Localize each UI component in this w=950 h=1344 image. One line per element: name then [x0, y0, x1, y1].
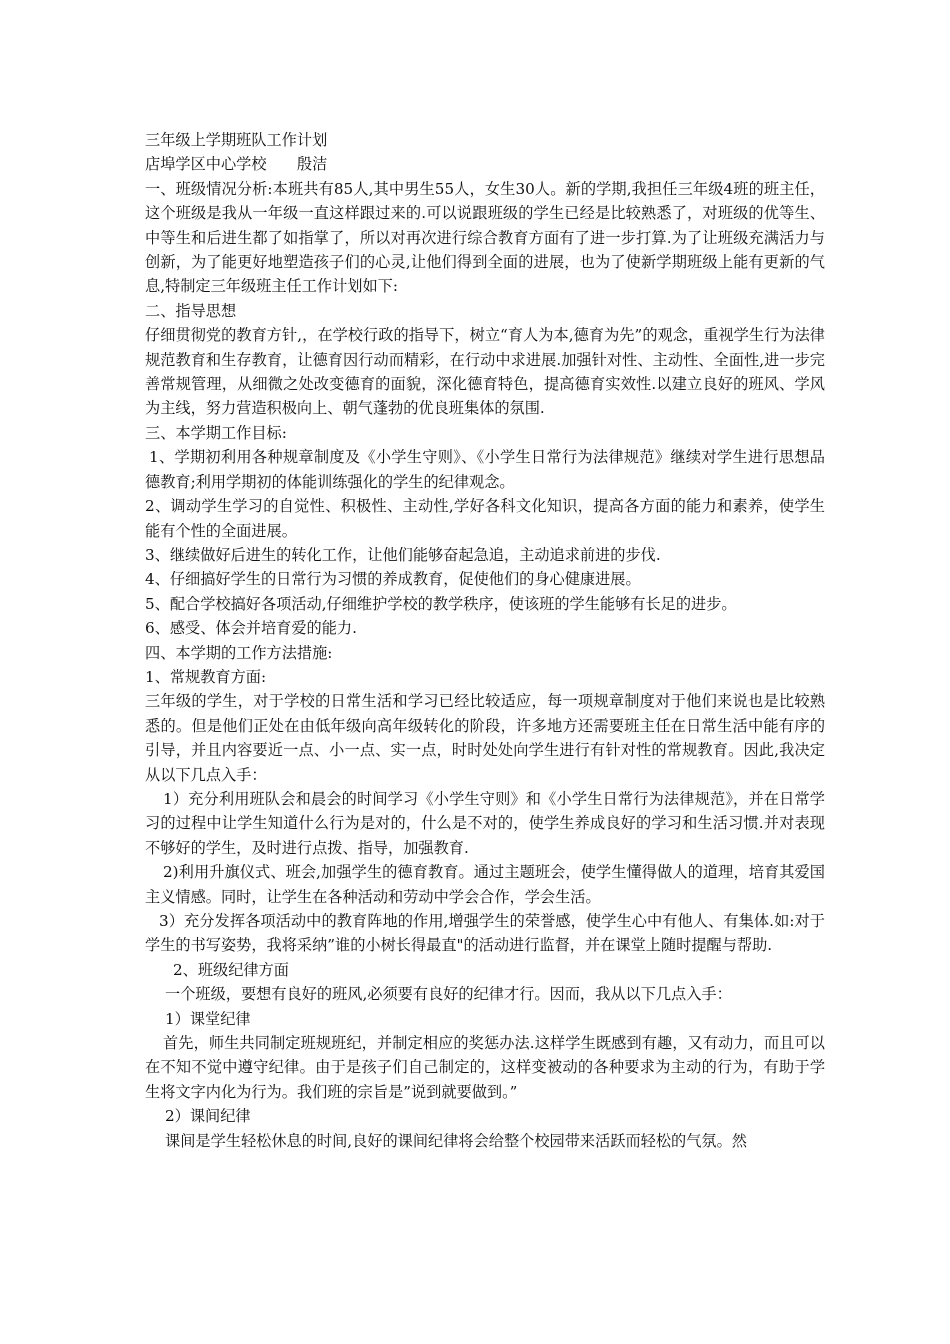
- routine-point-1: 1）充分利用班队会和晨会的时间学习《小学生守则》和《小学生日常行为法律规范》，并在日常学习的过程中让学生知道什么行为是对的，什么是不对的，使学生养成良好的学习和生活习惯.并对表现不够好的学生，及时进行点拨、指导，加强教育.: [145, 789, 825, 857]
- paragraph-guiding-ideology: 仔细贯彻党的教育方针,，在学校行政的指导下，树立“育人为本,德育为先”的观念，重视学生行为法律规范教育和生存教育，让德育因行动而精彩，在行动中求进展.加强针对性、主动性、全面性,进一步完善常规管理，从细微之处改变德育的面貌，深化德育特色，提高德育实效性.以建立良好的班风、学风为主线，努力营造积极向上、朝气蓬勃的优良班集体的氛围.: [145, 326, 825, 418]
- subheading-routine-education: 1、常规教育方面:: [145, 667, 267, 686]
- author-line: 店埠学区中心学校 殷洁: [145, 155, 328, 174]
- subheading-break-discipline: 2）课间纪律: [165, 1107, 251, 1126]
- routine-point-2: 2)利用升旗仪式、班会,加强学生的德育教育。通过主题班会，使学生懂得做人的道理，培育其爱国主义情感。同时，让学生在各种活动和劳动中学会合作，学会生活。: [145, 863, 825, 906]
- paragraph-routine-education: 三年级的学生，对于学校的日常生活和学习已经比较适应，每一项规章制度对于他们来说也是比较熟悉的。但是他们正处在由低年级向高年级转化的阶段，许多地方还需要班主任在日常生活中能有序的引导，并且内容要近一点、小一点、实一点，时时处处向学生进行有针对性的常规教育。因此,我决定从以下几点入手：: [145, 692, 825, 784]
- heading-work-methods: 四、本学期的工作方法措施:: [145, 643, 333, 662]
- goal-item-6: 6、感受、体会并培育爱的能力.: [145, 619, 357, 638]
- subheading-class-discipline: 2、班级纪律方面: [173, 960, 289, 979]
- routine-point-3: 3）充分发挥各项活动中的教育阵地的作用,增强学生的荣誉感，使学生心中有他人、有集体.如:对于学生的书写姿势，我将采纳”谁的小树长得最直"的活动进行监督，并在课堂上随时提醒与帮助.: [145, 912, 825, 955]
- paragraph-classroom-discipline: 首先，师生共同制定班规班纪，并制定相应的奖惩办法.这样学生既感到有趣，又有动力，而且可以在不知不觉中遵守纪律。由于是孩子们自己制定的，这样变被动的各种要求为主动的行为，有助于学生将文字内化为行为。我们班的宗旨是”说到就要做到。”: [145, 1034, 825, 1101]
- paragraph-break-discipline: 课间是学生轻松休息的时间,良好的课间纪律将会给整个校园带来活跃而轻松的气氛。然: [165, 1131, 747, 1150]
- document-title: 三年级上学期班队工作计划: [145, 131, 328, 149]
- subheading-classroom-discipline: 1）课堂纪律: [165, 1009, 251, 1028]
- paragraph-class-discipline: 一个班级，要想有良好的班风,必须要有良好的纪律才行。因而，我从以下几点入手：: [165, 985, 732, 1004]
- document-body: [145, 128, 825, 1153]
- section-class-analysis: 一、班级情况分析:本班共有85人,其中男生55人，女生30人。新的学期,我担任三年级4班的班主任，这个班级是我从一年级一直这样跟过来的.可以说跟班级的学生已经是比较熟悉了，对班级的优等生、中等生和后进生都了如指掌了，所以对再次进行综合教育方面有了进一步打算.为了让班级充满活力与创新，为了能更好地塑造孩子们的心灵,让他们得到全面的进展，也为了使新学期班级上能有更新的气息,特制定三年级班主任工作计划如下:: [145, 179, 825, 296]
- heading-semester-goals: 三、本学期工作目标:: [145, 423, 287, 442]
- goal-item-5: 5、配合学校搞好各项活动,仔细维护学校的教学秩序，使该班的学生能够有长足的进步。: [145, 594, 737, 613]
- heading-guiding-ideology: 二、指导思想: [145, 301, 237, 320]
- goal-item-4: 4、仔细搞好学生的日常行为习惯的养成教育，促使他们的身心健康进展。: [145, 570, 641, 589]
- goal-item-3: 3、继续做好后进生的转化工作，让他们能够奋起急追，主动追求前进的步伐.: [145, 545, 661, 564]
- goal-item-2: 2、调动学生学习的自觉性、积极性、主动性,学好各科文化知识，提高各方面的能力和素养，使学生能有个性的全面进展。: [145, 497, 825, 540]
- goal-item-1: 1、学期初利用各种规章制度及《小学生守则》、《小学生日常行为法律规范》继续对学生进行思想品德教育;利用学期初的体能训练强化的学生的纪律观念。: [145, 448, 825, 491]
